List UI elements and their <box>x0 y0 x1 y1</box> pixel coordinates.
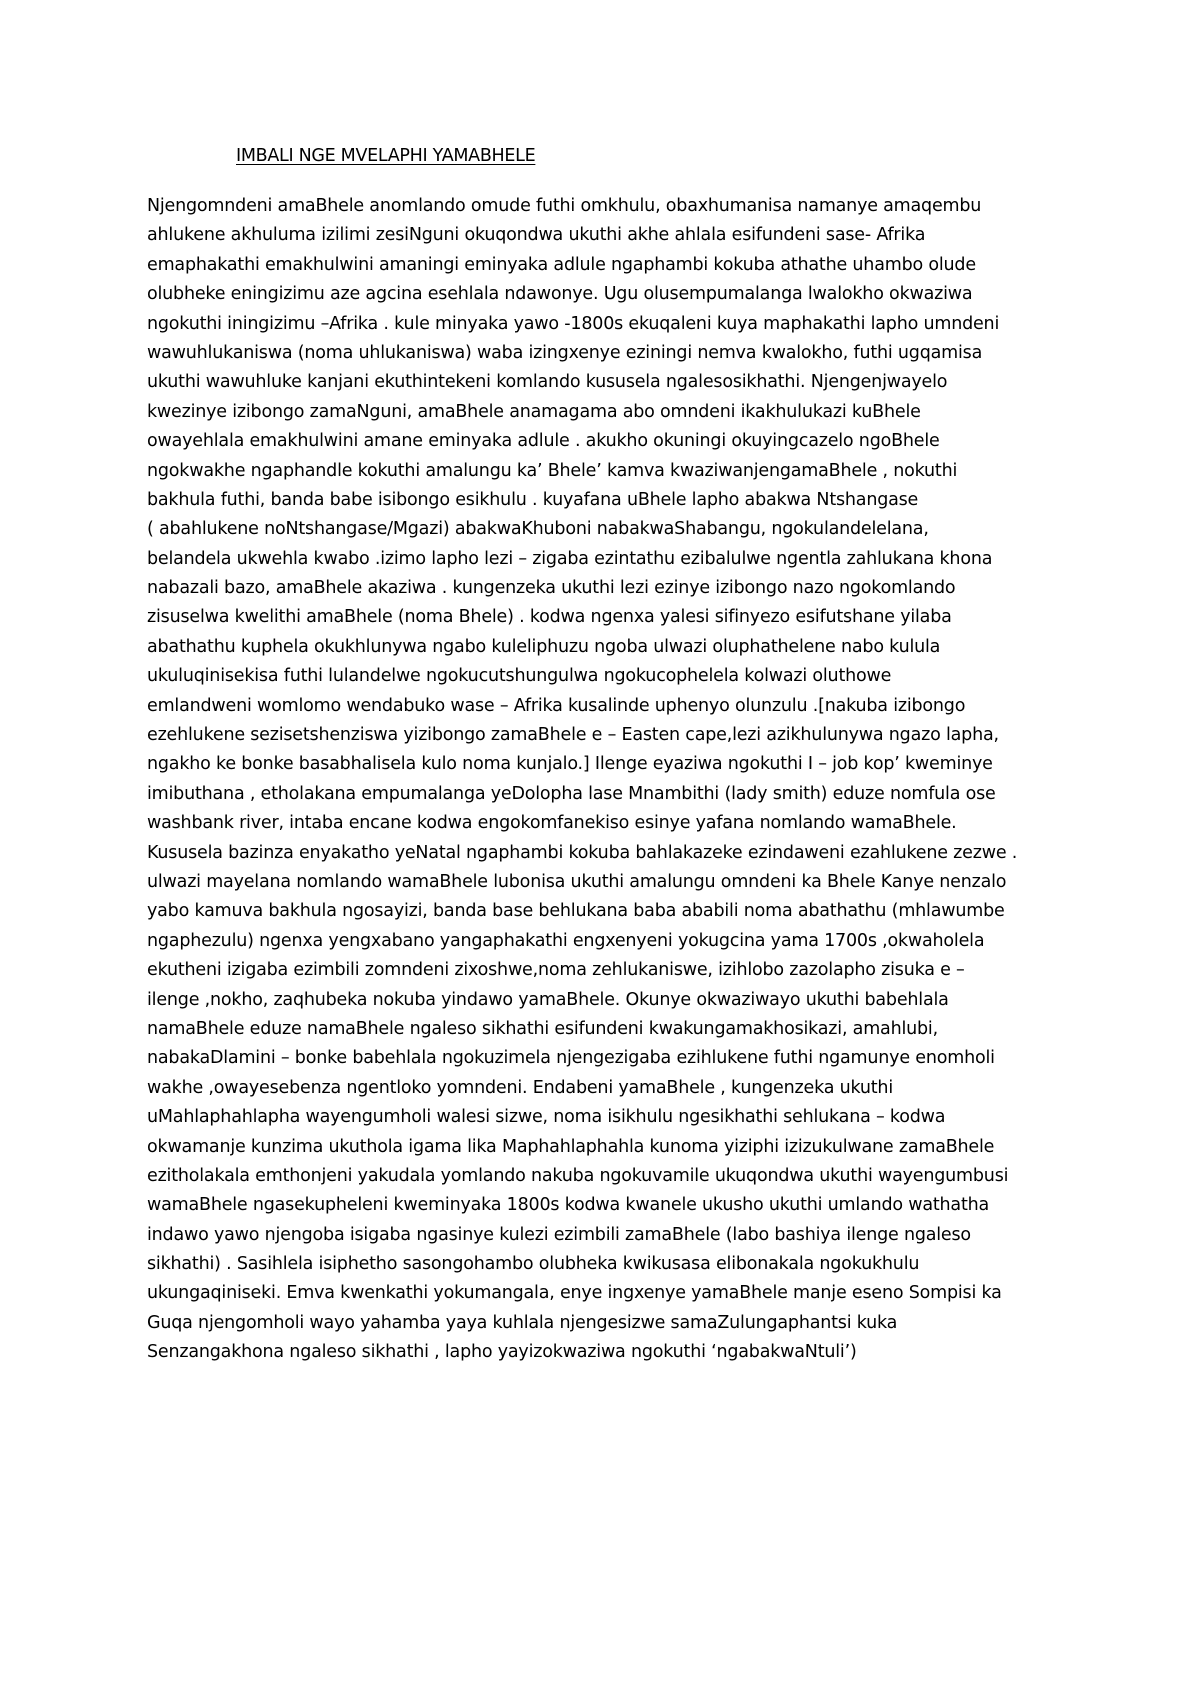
body-line: emlandweni womlomo wendabuko wase – Afrika kusalinde uphenyo olunzulu .[nakuba izibongo <box>147 695 966 716</box>
body-line: sikhathi) . Sasihlela isiphetho sasongohambo olubheka kwikusasa elibonakala ngokukhulu <box>147 1254 920 1275</box>
body-line: ilenge ,nokho, zaqhubeka nokuba yindawo yamaBhele. Okunye okwaziwayo ukuthi babehlala <box>147 989 949 1010</box>
body-line: ( abahlukene noNtshangase/Mgazi) abakwaKhuboni nabakwaShabangu, ngokulandelelana, <box>147 519 929 540</box>
body-line: bakhula futhi, banda babe isibongo esikhulu . kuyafana uBhele lapho abakwa Ntshangase <box>147 489 919 510</box>
body-line: ezehlukene sezisetshenziswa yizibongo zamaBhele e – Easten cape,lezi azikhulunywa ngazo lapha, <box>147 725 999 746</box>
body-line: wawuhlukaniswa (noma uhlukaniswa) waba izingxenye eziningi nemva kwalokho, futhi ugqamisa <box>147 342 983 363</box>
body-line: Senzangakhona ngaleso sikhathi , lapho yayizokwaziwa ngokuthi ‘ngabakwaNtuli’) <box>147 1342 857 1363</box>
body-line: olubheke eningizimu aze agcina esehlala ndawonye. Ugu olusempumalanga lwalokho okwaziwa <box>147 284 973 305</box>
body-line: imibuthana , etholakana empumalanga yeDolopha lase Mnambithi (lady smith) eduze nomfula ose <box>147 783 996 804</box>
body-line: nabakaDlamini – bonke babehlala ngokuzimela njengezigaba ezihlukene futhi ngamunye enomholi <box>147 1048 995 1069</box>
body-line: indawo yawo njengoba isigaba ngasinye kulezi ezimbili zamaBhele (labo bashiya ilenge ngaleso <box>147 1224 971 1245</box>
body-line: wakhe ,owayesebenza ngentloko yomndeni. Endabeni yamaBhele , kungenzeka ukuthi <box>147 1077 893 1098</box>
body-line: yabo kamuva bakhula ngosayizi, banda base behlukana baba ababili noma abathathu (mhlawumbe <box>147 901 1005 922</box>
body-line: ngokuthi iningizimu –Afrika . kule minyaka yawo -1800s ekuqaleni kuya maphakathi lapho umndeni <box>147 313 1000 334</box>
body-line: ukuluqinisekisa futhi lulandelwe ngokucutshungulwa ngokucophelela kolwazi oluthowe <box>147 666 892 687</box>
body-line: ukuthi wawuhluke kanjani ekuthintekeni komlando kususela ngalesosikhathi. Njengenjwayelo <box>147 372 948 393</box>
body-line: ngokwakhe ngaphandle kokuthi amalungu ka’ Bhele’ kamva kwaziwanjengamaBhele , nokuthi <box>147 460 958 481</box>
document-body <box>147 192 1017 1368</box>
body-line: ukungaqiniseki. Emva kwenkathi yokumangala, enye ingxenye yamaBhele manje eseno Sompisi ka <box>147 1283 1002 1304</box>
body-line: ngakho ke bonke basabhalisela kulo noma kunjalo.] Ilenge eyaziwa ngokuthi I – job kop’ kweminye <box>147 754 993 775</box>
body-line: emaphakathi emakhulwini amaningi eminyaka adlule ngaphambi kokuba athathe uhambo olude <box>147 254 976 275</box>
body-line: abathathu kuphela okukhlunywa ngabo kuleliphuzu ngoba ulwazi oluphathelene nabo kulula <box>147 636 941 657</box>
body-line: ahlukene akhuluma izilimi zesiNguni okuqondwa ukuthi akhe ahlala esifundeni sase- Afrika <box>147 225 926 246</box>
body-line: kwezinye izibongo zamaNguni, amaBhele anamagama abo omndeni ikakhulukazi kuBhele <box>147 401 921 422</box>
body-line: ulwazi mayelana nomlando wamaBhele lubonisa ukuthi amalungu omndeni ka Bhele Kanye nenzalo <box>147 871 1007 892</box>
body-line: washbank river, intaba encane kodwa engokomfanekiso esinye yafana nomlando wamaBhele. <box>147 813 957 834</box>
body-line: belandela ukwehla kwabo .izimo lapho lezi – zigaba ezintathu ezibalulwe ngentla zahlukana khona <box>147 548 993 569</box>
body-line: ekutheni izigaba ezimbili zomndeni zixoshwe,noma zehlukaniswe, izihlobo zazolapho zisuka e – <box>147 960 965 981</box>
body-line: Kususela bazinza enyakatho yeNatal ngaphambi kokuba bahlakazeke ezindaweni ezahlukene zezwe . <box>147 842 1018 863</box>
body-line: Guqa njengomholi wayo yahamba yaya kuhlala njengesizwe samaZulungaphantsi kuka <box>147 1312 898 1333</box>
body-line: namaBhele eduze namaBhele ngaleso sikhathi esifundeni kwakungamakhosikazi, amahlubi, <box>147 1018 938 1039</box>
body-line: okwamanje kunzima ukuthola igama lika Maphahlaphahla kunoma yiziphi izizukulwane zamaBhele <box>147 1136 995 1157</box>
body-line: zisuselwa kwelithi amaBhele (noma Bhele) . kodwa ngenxa yalesi sifinyezo esifutshane yilaba <box>147 607 952 628</box>
document-title: IMBALI NGE MVELAPHI YAMABHELE <box>236 146 536 166</box>
body-line: Njengomndeni amaBhele anomlando omude futhi omkhulu, obaxhumanisa namanye amaqembu <box>147 196 982 216</box>
body-line: owayehlala emakhulwini amane eminyaka adlule . akukho okuningi okuyingcazelo ngoBhele <box>147 431 940 452</box>
body-line: ngaphezulu) ngenxa yengxabano yangaphakathi engxenyeni yokugcina yama 1700s ,okwaholela <box>147 930 985 951</box>
body-line: wamaBhele ngasekupheleni kweminyaka 1800s kodwa kwanele ukusho ukuthi umlando wathatha <box>147 1195 990 1216</box>
body-line: uMahlaphahlapha wayengumholi walesi sizwe, noma isikhulu ngesikhathi sehlukana – kodwa <box>147 1107 946 1128</box>
body-line: ezitholakala emthonjeni yakudala yomlando nakuba ngokuvamile ukuqondwa ukuthi wayengumbusi <box>147 1165 1009 1186</box>
body-line: nabazali bazo, amaBhele akaziwa . kungenzeka ukuthi lezi ezinye izibongo nazo ngokomlando <box>147 578 956 599</box>
